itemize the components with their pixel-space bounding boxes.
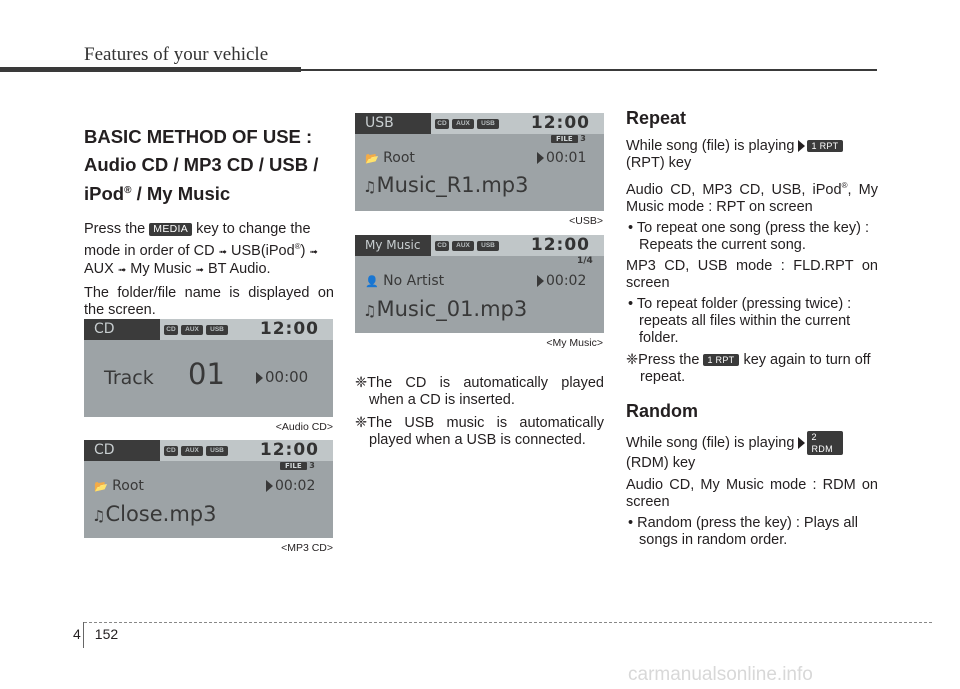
my-music-caption: <My Music> [546,337,603,349]
footer-dashed-rule [84,622,932,623]
file-name: ♫Music_01.mp3 [363,297,528,321]
watermark: carmanualsonline.info [628,664,813,685]
cd-chip: CD [164,325,178,335]
play-time: 00:00 [256,368,308,386]
file-name: ♫Music_R1.mp3 [363,173,529,197]
file-indicator: FILE 3 [551,134,586,144]
play-icon [266,480,273,492]
track-word: Track [104,367,154,389]
arrow-icon: ➟ [195,264,204,276]
repeat-line1: While song (file) is playing 1 RPT (RPT) key [626,138,878,172]
folder-icon: 📂 [365,152,379,165]
play-time: 00:02 [266,478,315,494]
arrow-icon: ➟ [218,246,227,258]
aux-chip: AUX [452,241,474,251]
column-2-notes [355,375,604,449]
column-3 [626,110,878,549]
usb-chip: USB [206,325,228,335]
cd-chip: CD [164,446,178,456]
file-name: ♫Close.mp3 [92,502,217,526]
header-rule-thick [0,67,301,72]
display-clock: 12:00 [530,235,590,255]
paragraph-mode-order: Press the MEDIA key to change the mode in order of CD ➟ USB(iPod®) ➟ AUX ➟ My Music ➟ BT Audio. [84,221,318,277]
display-mode-label: USB [355,113,431,134]
note-mark-icon: ❈ [355,415,368,431]
play-time: 00:02 [537,273,586,289]
music-note-icon: ♫ [363,302,377,320]
aux-chip: AUX [181,446,203,456]
aux-chip: AUX [181,325,203,335]
random-heading: Random [626,400,698,421]
file-indicator: FILE 3 [280,461,315,471]
play-icon [537,152,544,164]
repeat-note: ❈Press the 1 RPT key again to turn off repeat. [626,351,871,385]
footer-page-number: 4 152 [73,626,119,642]
rdm-key-badge: 2 RDM [807,431,843,455]
display-mode-label: My Music [355,235,431,256]
audio-cd-caption: <Audio CD> [275,421,333,433]
note-usb-autoplay: ❈The USB music is automatically played when a USB is connected. [355,415,604,448]
display-mode-label: CD [84,440,160,461]
aux-chip: AUX [452,119,474,129]
note-mark-icon: ❈ [355,375,368,391]
usb-chip: USB [477,241,499,251]
arrow-icon: ➟ [309,246,318,258]
section-heading: BASIC METHOD OF USE : [84,126,313,147]
paragraph-display-note: The folder/file name is displayed on the screen. [84,284,334,318]
repeat-bullet-folder: • To repeat folder (pressing twice) : repeats all files within the current folder. [628,295,852,346]
folder-row: 📂 Root [94,478,144,494]
person-icon: 👤 [365,275,379,288]
play-arrow-icon [798,140,805,152]
music-note-icon: ♫ [363,178,377,196]
cd-chip: CD [435,119,449,129]
note-mark-icon: ❈ [626,351,639,368]
repeat-line2: Audio CD, MP3 CD, USB, iPod®, My Music mode : RPT on screen [626,181,878,215]
play-icon [256,372,263,384]
audio-cd-display [84,319,333,417]
header-rule-thin [301,69,877,71]
repeat-line3: MP3 CD, USB mode : FLD.RPT on screen [626,257,878,291]
random-line2: Audio CD, My Music mode : RDM on screen [626,476,878,510]
page-header-title: Features of your vehicle [84,44,269,65]
track-number: 01 [188,357,225,391]
display-clock: 12:00 [259,319,319,339]
random-line1: While song (file) is playing 2 RDM (RDM) key [626,431,878,472]
play-arrow-icon [798,437,805,449]
artist-row: 👤 No Artist [365,273,445,289]
play-icon [537,275,544,287]
section-subheading-line2: iPod® / My Music [84,183,231,205]
cd-chip: CD [435,241,449,251]
repeat-heading: Repeat [626,108,687,128]
my-music-display [355,235,604,333]
display-clock: 12:00 [530,113,590,133]
folder-row: 📂 Root [365,150,415,166]
play-time: 00:01 [537,150,586,166]
display-clock: 12:00 [259,440,319,460]
mp3-cd-caption: <MP3 CD> [281,542,333,554]
media-key-badge: MEDIA [149,223,192,236]
track-count: 1/4 [577,256,593,266]
note-cd-autoplay: ❈The CD is automatically played when a CD is inserted. [355,375,604,408]
usb-display [355,113,604,211]
rpt-key-badge: 1 RPT [807,140,843,152]
folder-icon: 📂 [94,480,108,493]
repeat-bullet-one-song: • To repeat one song (press the key) : Repeats the current song. [628,219,869,253]
display-mode-label: CD [84,319,160,340]
arrow-icon: ➟ [117,264,127,276]
music-note-icon: ♫ [92,507,106,525]
random-bullet: • Random (press the key) : Plays all songs in random order. [628,514,858,548]
usb-chip: USB [477,119,499,129]
mp3-cd-display [84,440,333,538]
rpt-key-badge: 1 RPT [703,354,739,366]
column-1 [84,128,334,319]
section-subheading-line1: Audio CD / MP3 CD / USB / [84,154,319,175]
usb-caption: <USB> [569,215,603,227]
usb-chip: USB [206,446,228,456]
